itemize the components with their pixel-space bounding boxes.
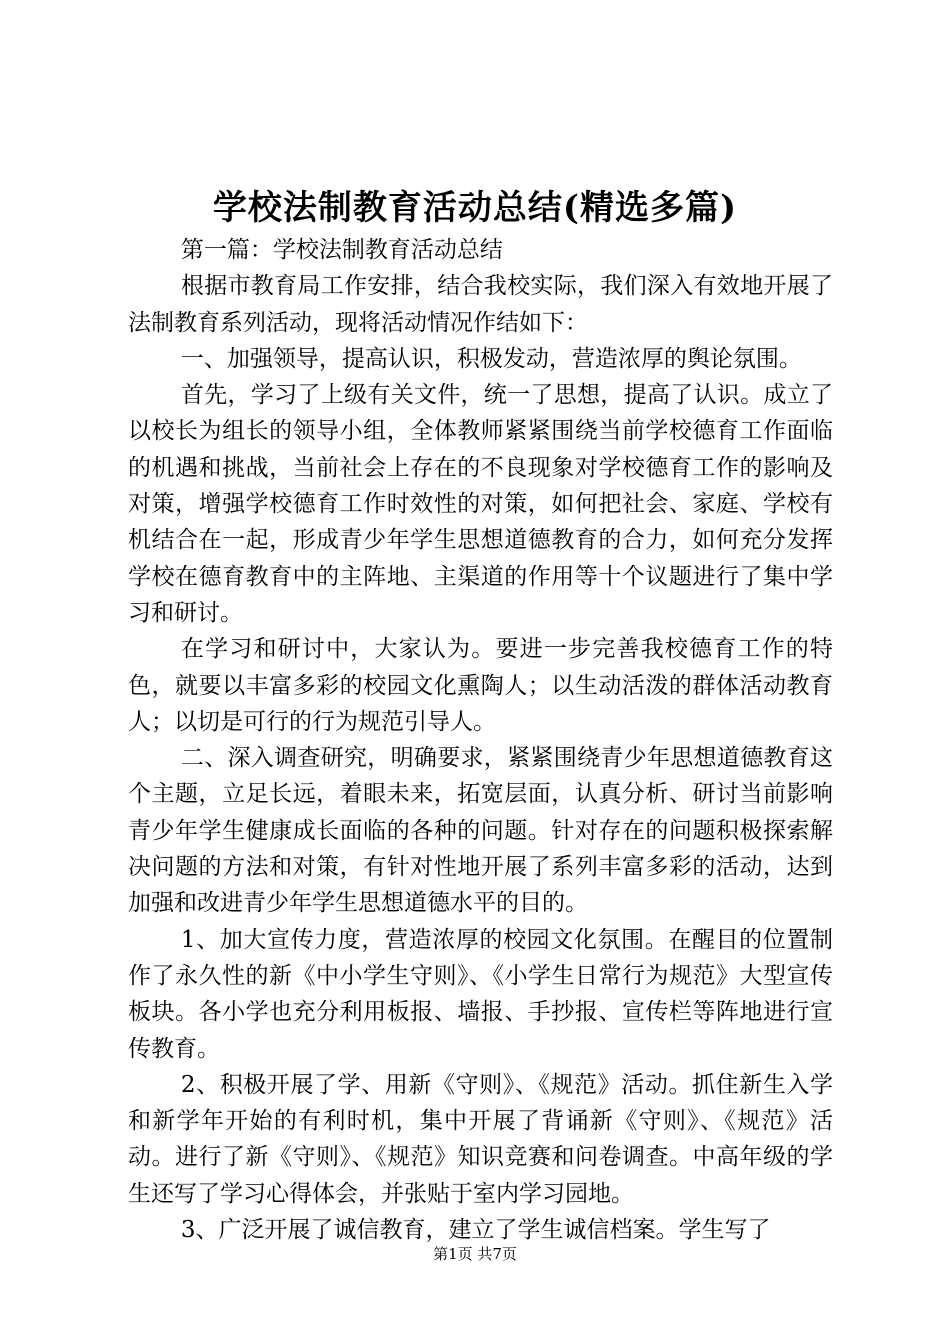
- body-paragraph: 一、加强领导，提高认识，积极发动，营造浓厚的舆论氛围。: [180, 345, 802, 372]
- document-title: 学校法制教育活动总结(精选多篇): [212, 188, 738, 228]
- body-paragraph: 1、加大宣传力度，营造浓厚的校园文化氛围。在醒目的位置制作了永久性的新《中小学生守则》、《小学生日常行为规范》大型宣传板块。各小学也充分利用板报、墙报、手抄报、宣传栏等阵地进行宣传教育。: [128, 926, 833, 1062]
- body-paragraph: 根据市教育局工作安排，结合我校实际，我们深入有效地开展了法制教育系列活动，现将活动情况作结如下：: [128, 273, 833, 336]
- page-number-footer: 第1页 共7页: [433, 1245, 517, 1263]
- body-paragraph: 首先，学习了上级有关文件，统一了思想，提高了认识。成立了以校长为组长的领导小组，全体教师紧紧围绕当前学校德育工作面临的机遇和挑战，当前社会上存在的不良现象对学校德育工作的影响及对策，增强学校德育工作时效性的对策，如何把社会、家庭、学校有机结合在一起，形成青少年学生思想道德教育的合力，如何充分发挥学校在德育教育中的主阵地、主渠道的作用等十个议题进行了集中学习和研讨。: [128, 382, 833, 626]
- body-paragraph: 二、深入调查研究，明确要求，紧紧围绕青少年思想道德教育这个主题，立足长远，着眼未来，拓宽层面，认真分析、研讨当前影响青少年学生健康成长面临的各种的问题。针对存在的问题积极探索解决问题的方法和对策，有针对性地开展了系列丰富多彩的活动，达到加强和改进青少年学生思想道德水平的目的。: [128, 745, 833, 917]
- document-body: [128, 232, 833, 1248]
- body-paragraph: 在学习和研讨中，大家认为。要进一步完善我校德育工作的特色，就要以丰富多彩的校园文化熏陶人；以生动活泼的群体活动教育人；以切是可行的行为规范引导人。: [128, 636, 833, 735]
- body-paragraph: 第一篇：学校法制教育活动总结: [180, 237, 503, 263]
- body-paragraph: 3、广泛开展了诚信教育，建立了学生诚信档案。学生写了: [180, 1217, 771, 1244]
- body-paragraph: 2、积极开展了学、用新《守则》、《规范》活动。抓住新生入学和新学年开始的有利时机，集中开展了背诵新《守则》、《规范》活动。进行了新《守则》、《规范》知识竞赛和问卷调查。中高年级的学生还写了学习心得体会，并张贴于室内学习园地。: [128, 1071, 833, 1207]
